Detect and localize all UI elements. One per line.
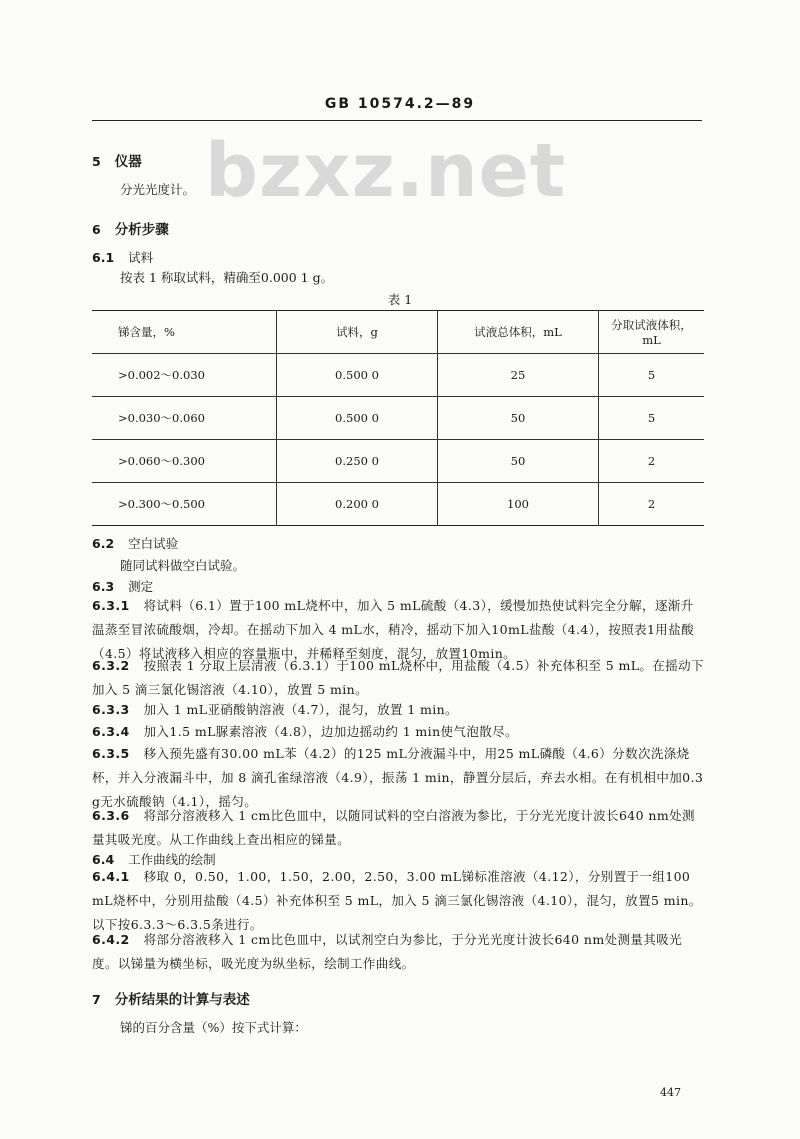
section-number: 6.2 <box>92 536 115 551</box>
standard-code: GB 10574.2—89 <box>324 96 476 112</box>
table-cell: 100 <box>438 483 599 526</box>
table-row <box>92 440 704 483</box>
clause-number: 6.4.2 <box>92 932 130 947</box>
clause-number: 6.3.6 <box>92 808 130 823</box>
section-number: 6.1 <box>92 250 115 265</box>
table-cell: 0.200 0 <box>277 483 438 526</box>
paragraph-6-3-3 <box>92 698 704 722</box>
section-5-body: 分光光度计。 <box>120 182 196 197</box>
section-6-heading <box>92 218 169 238</box>
section-title: 空白试验 <box>128 536 179 551</box>
paragraph-6-3-4 <box>92 720 704 744</box>
section-number: 7 <box>92 992 101 1007</box>
clause-text: 移取 0，0.50，1.00，1.50，2.00，2.50，3.00 mL锑标准溶液（4.12），分别置于一组100 mL烧杯中，分别用盐酸（4.5）补充体积至 5 mL，加入 5 滴三氯化锡溶液（4.10），混匀，放置5 min。以下按6.3.3～6.3.5条进行。 <box>92 869 702 932</box>
header-rule <box>92 120 702 121</box>
table-row <box>92 397 704 440</box>
paragraph-6-4-2 <box>92 928 704 976</box>
table-cell: >0.060～0.300 <box>118 454 205 468</box>
paragraph-6-3-6 <box>92 804 704 852</box>
section-number: 6 <box>92 222 101 237</box>
table-1 <box>92 310 704 526</box>
table-cell: 5 <box>599 354 705 397</box>
section-6-2-heading <box>92 534 178 552</box>
section-6-2-body: 随同试料做空白试验。 <box>120 558 246 573</box>
table-cell: 5 <box>599 397 705 440</box>
paragraph-6-4-1 <box>92 865 704 937</box>
clause-text: 移入预先盛有30.00 mL苯（4.2）的125 mL分液漏斗中，用25 mL磷酸（4.6）分数次洗涤烧杯，并入分液漏斗中，加 8 滴孔雀绿溶液（4.9），振荡 1 min，静置分层后，弃去水相。在有机相中加0.3 g无水硫酸钠（4.1），摇匀。 <box>92 746 704 809</box>
section-6-1-body: 按表 1 称取试料，精确至0.000 1 g。 <box>120 270 334 285</box>
section-number: 6.4 <box>92 852 115 867</box>
table-row <box>92 354 704 397</box>
clause-text: 将试料（6.1）置于100 mL烧杯中，加入 5 mL硫酸（4.3），缓慢加热使试料完全分解，逐渐升温蒸至冒浓硫酸烟，冷却。在摇动下加入 4 mL水，稍冷，摇动下加入10mL盐酸（4.4），按照表1用盐酸（4.5）将试液移入相应的容量瓶中，并稀释至刻度，混匀，放置10min。 <box>92 598 694 661</box>
table-cell: 25 <box>438 354 599 397</box>
clause-text: 按照表 1 分取上层清液（6.3.1）于100 mL烧杯中，用盐酸（4.5）补充体积至 5 mL。在摇动下加入 5 滴三氯化锡溶液（4.10），放置 5 min。 <box>92 658 704 697</box>
section-title: 分析步骤 <box>114 222 169 238</box>
table-cell: 0.250 0 <box>277 440 438 483</box>
section-title: 测定 <box>128 579 154 594</box>
table-row <box>92 483 704 526</box>
table-header-row <box>92 311 704 354</box>
clause-number: 6.3.4 <box>92 724 130 739</box>
clause-number: 6.4.1 <box>92 869 130 884</box>
table-cell: >0.300～0.500 <box>118 497 205 511</box>
section-number: 6.3 <box>92 579 115 594</box>
section-7-body: 锑的百分含量（%）按下式计算： <box>120 1020 307 1035</box>
watermark: bzxz.net <box>205 128 567 214</box>
clause-text: 将部分溶液移入 1 cm比色皿中，以随同试料的空白溶液为参比，于分光光度计波长640 nm处测量其吸光度。从工作曲线上查出相应的锑量。 <box>92 808 695 847</box>
table-cell: >0.002～0.030 <box>118 368 205 382</box>
clause-number: 6.3.3 <box>92 702 130 717</box>
page-number: 447 <box>660 1086 681 1099</box>
table-header-cell: 分取试液体积，mL <box>599 311 705 354</box>
section-title: 分析结果的计算与表述 <box>114 992 250 1008</box>
paragraph-6-3-2 <box>92 654 704 702</box>
section-number: 5 <box>92 154 101 169</box>
table-header-cell: 试液总体积，mL <box>438 311 599 354</box>
table-cell: 2 <box>599 483 705 526</box>
table-cell: 2 <box>599 440 705 483</box>
table-cell: 50 <box>438 440 599 483</box>
table-caption: 表 1 <box>387 292 413 307</box>
clause-number: 6.3.5 <box>92 746 130 761</box>
clause-text: 将部分溶液移入 1 cm比色皿中，以试剂空白为参比，于分光光度计波长640 nm处测量其吸光度。以锑量为横坐标，吸光度为纵坐标，绘制工作曲线。 <box>92 932 682 971</box>
table-header-cell: 试料，g <box>277 311 438 354</box>
section-6-1-heading <box>92 248 153 266</box>
section-7-heading <box>92 988 250 1008</box>
section-5-heading <box>92 150 142 170</box>
table-cell: 0.500 0 <box>277 397 438 440</box>
table-cell: 0.500 0 <box>277 354 438 397</box>
section-6-3-heading <box>92 577 153 595</box>
section-title: 仪器 <box>114 154 142 170</box>
table-cell: 50 <box>438 397 599 440</box>
clause-number: 6.3.2 <box>92 658 130 673</box>
clause-text: 加入1.5 mL脲素溶液（4.8），边加边摇动约 1 min使气泡散尽。 <box>143 724 518 739</box>
clause-number: 6.3.1 <box>92 598 130 613</box>
clause-text: 加入 1 mL亚硝酸钠溶液（4.7），混匀，放置 1 min。 <box>143 702 458 717</box>
table-cell: >0.030～0.060 <box>118 411 205 425</box>
section-title: 工作曲线的绘制 <box>128 852 216 867</box>
section-title: 试料 <box>128 250 154 265</box>
table-header-cell: 锑含量，% <box>118 325 175 339</box>
